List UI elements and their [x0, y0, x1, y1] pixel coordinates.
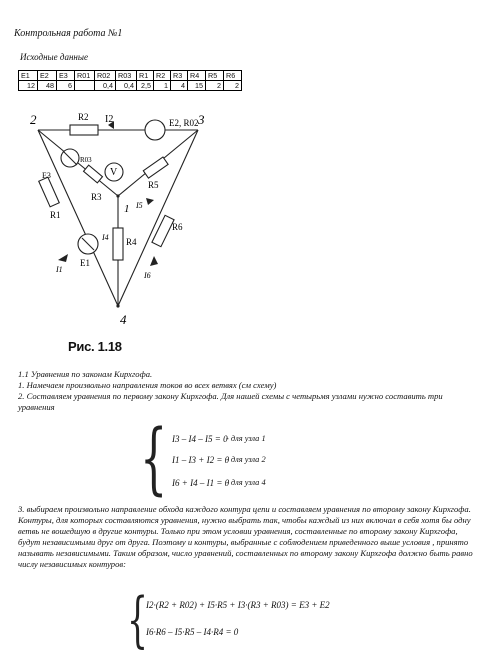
- kcl-node-note: - для узла 1: [226, 434, 266, 443]
- table-header-row: [19, 71, 242, 81]
- element-label-r6: R6: [172, 222, 183, 232]
- table-header-cell: R3: [171, 71, 188, 81]
- table-value-cell: 6: [57, 81, 75, 91]
- table-header-cell: R5: [206, 71, 224, 81]
- table-header-cell: E3: [57, 71, 75, 81]
- element-label-r3: R3: [91, 192, 102, 202]
- source-data-table: [18, 70, 242, 91]
- current-label-i2: I2: [105, 114, 114, 125]
- element-label-r5: R5: [148, 180, 159, 190]
- table-header-cell: R01: [75, 71, 95, 81]
- table-value-cell: 4: [171, 81, 188, 91]
- table-value-cell: 0,4: [95, 81, 116, 91]
- step-2-text: 2. Составляем уравнения по первому закону Кирхгофа. Для нашей схемы с четырьмя узлами нужно составить три уравнения: [18, 391, 443, 412]
- table-header-cell: E1: [19, 71, 38, 81]
- kvl-equation: I2·(R2 + R02) + I5·R5 + I3·(R3 + R03) = E3 + E2: [146, 600, 330, 610]
- voltmeter-label: V: [110, 167, 118, 178]
- table-value-cell: 0,4: [116, 81, 137, 91]
- table-value-cell: 15: [188, 81, 206, 91]
- element-label-e2-r02: E2, R02: [169, 118, 199, 128]
- node-label: 4: [120, 312, 127, 327]
- table-header-cell: R4: [188, 71, 206, 81]
- current-label-i5: I5: [136, 201, 143, 210]
- table-value-cell: 2: [224, 81, 242, 91]
- node-label: 1: [124, 203, 130, 215]
- step-1-text: 1. Намечаем произвольно направления токов во всех ветвях (см схему): [18, 380, 277, 390]
- table-value-row: [19, 81, 242, 91]
- table-value-cell: 2,5: [137, 81, 154, 91]
- table-value-cell: 1: [154, 81, 171, 91]
- kcl-equation: I3 – I4 – I5 = 0: [172, 434, 228, 444]
- circuit-diagram: [30, 108, 242, 366]
- current-label-i4: I4: [102, 233, 109, 242]
- figure-caption: Рис. 1.18: [68, 339, 122, 354]
- element-label-r1: R1: [50, 210, 61, 220]
- table-header-cell: R02: [95, 71, 116, 81]
- element-label-e3: E3: [42, 171, 51, 180]
- element-label-r4: R4: [126, 237, 137, 247]
- table-value-cell: 48: [38, 81, 57, 91]
- node-label: 3: [198, 112, 205, 127]
- kcl-equation: I6 + I4 – I1 = 0: [172, 478, 230, 488]
- equation-system-brace: {: [127, 585, 149, 655]
- table-header-cell: R6: [224, 71, 242, 81]
- table-header-cell: E2: [38, 71, 57, 81]
- step-3-text: 3. выбираем произвольно направление обхода каждого контура цепи и составляем уравнения по второму закону Кирхгофа. Контуры, для которых составляются уравнения, нужно выбрать так, чтобы каждый из них включал в себя хотя бы одну ветвь не вошедшую в другие контуры. Только при этом условии уравнения, составленные по второму закону Кирхгофа, будут независимыми друг от друга. Поэтому и контуры, выбранные с соблюдением приведенного выше условия , принято называть независимыми. Таким образом, число уравнений, составленных по второму закону Кирхгофа должно быть равно числу независимых контуров:: [18, 504, 473, 569]
- section-subtitle: Исходные данные: [20, 52, 88, 62]
- table-header-cell: R03: [116, 71, 137, 81]
- current-label-i6: I6: [144, 271, 151, 280]
- table-value-cell: 2: [206, 81, 224, 91]
- element-label-r2: R2: [78, 112, 89, 122]
- element-label-e1: E1: [80, 258, 90, 268]
- section-heading: 1.1 Уравнения по законам Кирхгофа.: [18, 369, 153, 379]
- current-label-i1: I1: [56, 265, 63, 274]
- table-value-cell: [75, 81, 95, 91]
- table-header-cell: R1: [137, 71, 154, 81]
- kcl-node-note: - для узла 4: [226, 478, 266, 487]
- node-label: 2: [30, 112, 37, 127]
- equation-system-brace: {: [140, 414, 168, 504]
- kvl-equation: I6·R6 – I5·R5 – I4·R4 = 0: [146, 627, 239, 637]
- element-label-r03: R03: [80, 156, 92, 164]
- table-header-cell: R2: [154, 71, 171, 81]
- page-title: Контрольная работа №1: [14, 28, 123, 39]
- kcl-node-note: - для узла 2: [226, 455, 266, 464]
- kcl-equation: I1 – I3 + I2 = 0: [172, 455, 230, 465]
- table-value-cell: 12: [19, 81, 38, 91]
